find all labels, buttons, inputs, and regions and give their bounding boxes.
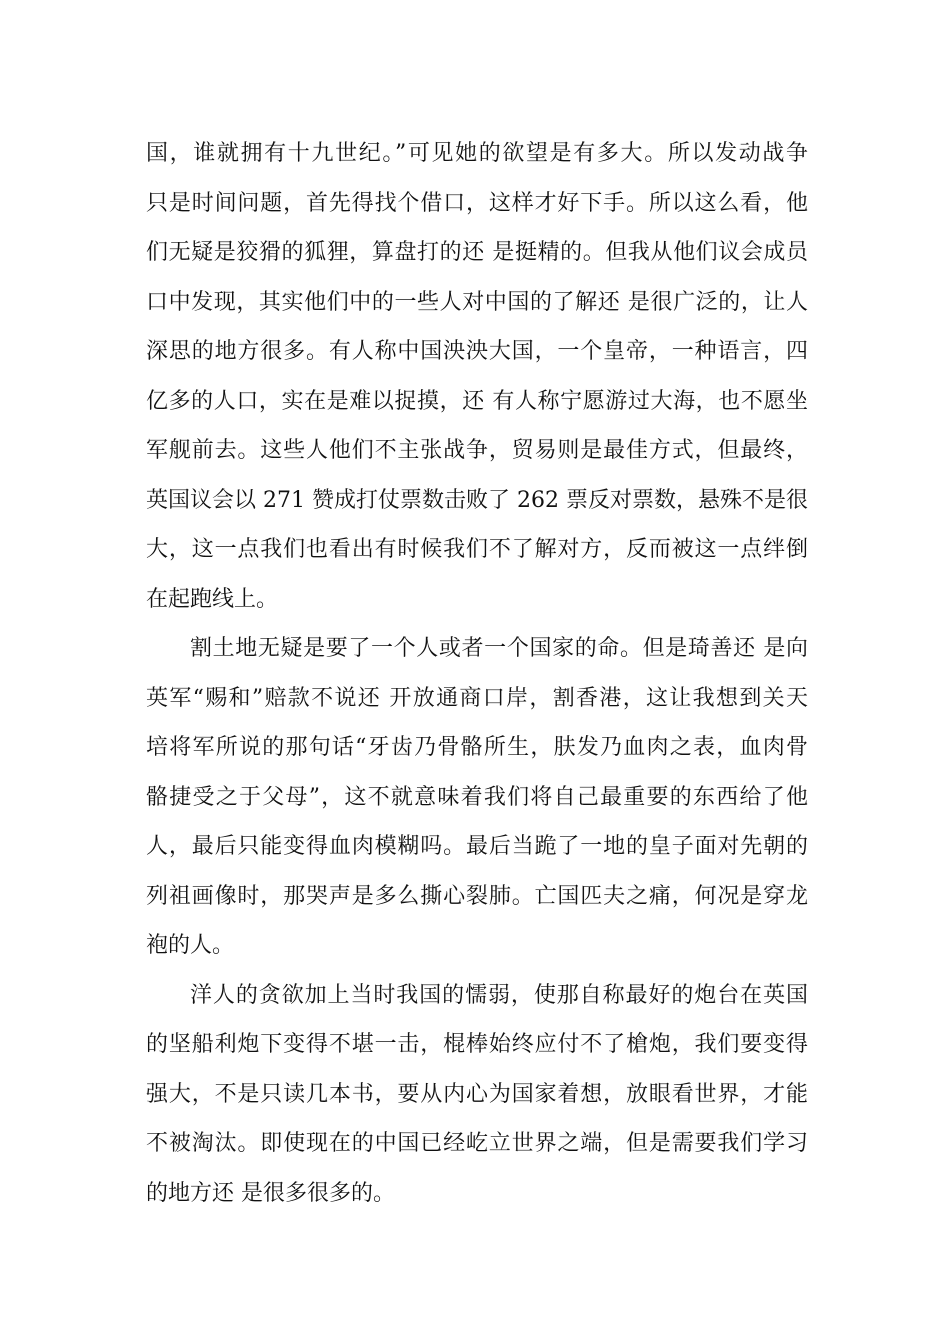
text-line: 亿多的人口，实在是难以捉摸，还 有人称宁愿游过大海，也不愿坐: [146, 388, 808, 414]
text-line: 强大，不是只读几本书，要从内心为国家着想，放眼看世界，才能: [146, 1081, 808, 1107]
text-line: 们无疑是狡猾的狐狸，算盘打的还 是挺精的。但我从他们议会成员: [146, 240, 808, 265]
paragraph-1: [146, 129, 808, 624]
paragraph-2: [146, 624, 808, 971]
text-line: 在起跑线上。: [146, 586, 279, 612]
text-line: 袍的人。: [146, 933, 235, 958]
text-line: 只是时间问题，首先得找个借口，这样才好下手。所以这么看，他: [146, 190, 808, 216]
text-line: 骼捷受之于父母”，这不就意味着我们将自己最重要的东西给了他: [146, 784, 808, 810]
paragraph-3: [146, 971, 808, 1219]
text-line: 割土地无疑是要了一个人或者一个国家的命。但是琦善还 是向: [190, 636, 808, 661]
text-line: 列祖画像时，那哭声是多么撕心裂肺。亡国匹夫之痛，何况是穿龙: [146, 883, 808, 909]
text-line: 人，最后只能变得血肉模糊吗。最后当跪了一地的皇子面对先朝的: [146, 834, 808, 859]
text-line: 不被淘汰。即使现在的中国已经屹立世界之端，但是需要我们学习: [146, 1131, 808, 1156]
text-line: 洋人的贪欲加上当时我国的懦弱，使那自称最好的炮台在英国: [190, 982, 808, 1008]
text-line: 国，谁就拥有十九世纪。”可见她的欲望是有多大。所以发动战争: [146, 141, 808, 166]
text-line: 英国议会以 271 赞成打仗票数击败了 262 票反对票数，悬殊不是很: [146, 487, 808, 513]
text-line: 口中发现，其实他们中的一些人对中国的了解还 是很广泛的，让人: [146, 289, 808, 315]
text-line: 的地方还 是很多很多的。: [146, 1180, 395, 1206]
text-line: 培将军所说的那句话“牙齿乃骨骼所生，肤发乃血肉之表，血肉骨: [146, 735, 808, 760]
text-line: 大，这一点我们也看出有时候我们不了解对方，反而被这一点绊倒: [146, 537, 808, 562]
text-line: 深思的地方很多。有人称中国泱泱大国，一个皇帝，一种语言，四: [146, 339, 808, 364]
text-line: 的坚船利炮下变得不堪一击，棍棒始终应付不了槍炮，我们要变得: [146, 1032, 808, 1057]
text-line: 军舰前去。这些人他们不主张战争，贸易则是最佳方式，但最终，: [146, 438, 808, 463]
body-text: [146, 129, 808, 1218]
text-line: 英军“赐和”赔款不说还 开放通商口岸，割香港，这让我想到关天: [146, 685, 808, 711]
